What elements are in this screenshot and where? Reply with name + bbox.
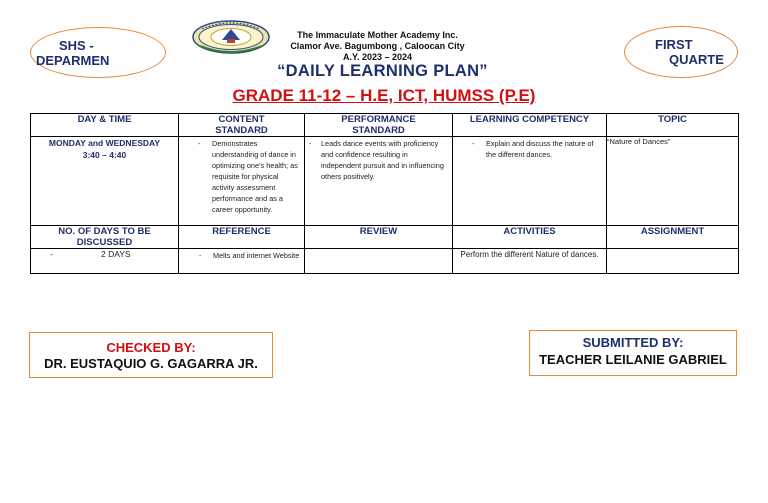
academic-year: A.Y. 2023 – 2024 [342,52,413,62]
learning-plan-table [30,113,739,274]
assignment-header: ASSIGNMENT [607,226,739,249]
review-cell [305,249,453,274]
days-header [31,226,179,249]
school-name: The Immaculate Mother Academy Inc. [297,30,458,40]
school-seal-logo [192,20,270,54]
content-standard-text: - Demonstrates understanding of dance in optimizing one’s health; as requisite for physical activity assessment performance and as a career opportunity. [179,138,300,215]
submitted-by-name: TEACHER LEILANIE GABRIEL [539,352,727,367]
activities-cell: Perform the different Nature of dances. [453,249,607,274]
learning-competency-cell [453,137,607,226]
topic-header: TOPIC [607,114,739,137]
table-row-2 [31,249,739,274]
reference-text: - Melts and internet Website [179,250,300,261]
days-header-l2: DISCUSSED [76,237,133,248]
table-header-row-2 [31,226,739,249]
days-header-l1: NO. OF DAYS TO BE [58,226,151,237]
day-time-header: DAY & TIME [31,114,179,137]
grade-subtitle: GRADE 11-12 – H.E, ICT, HUMSS (P.E) [232,86,536,105]
learning-competency-text: - Explain and discuss the nature of the different dances. [453,138,602,160]
days-text: - 2 DAYS [31,249,174,260]
performance-standard-header-l2: STANDARD [352,125,405,136]
submitted-by-label: SUBMITTED BY: [582,335,684,350]
quarter-line1: FIRST [655,37,693,52]
checked-by-box [29,332,273,378]
topic-cell: “Nature of Dances” [607,137,739,226]
content-standard-header [179,114,305,137]
quarter-line2: QUARTE [669,52,724,67]
content-standard-header-l1: CONTENT [218,114,265,125]
content-standard-header-l2: STANDARD [215,125,268,136]
school-header [270,30,485,63]
days-cell [31,249,179,274]
day-text: MONDAY and WEDNESDAY [48,138,161,148]
performance-standard-header-l1: PERFORMANCE [341,114,416,125]
learning-competency-header: LEARNING COMPETENCY [453,114,607,137]
school-address: Clamor Ave. Bagumbong , Caloocan City [290,41,465,51]
time-text: 3:40 – 4:40 [82,150,127,160]
content-standard-cell [179,137,305,226]
reference-header: REFERENCE [179,226,305,249]
performance-standard-header [305,114,453,137]
quarter-oval [624,26,738,78]
reference-cell [179,249,305,274]
checked-by-label: CHECKED BY: [106,340,196,355]
checked-by-name: DR. EUSTAQUIO G. GAGARRA JR. [44,356,258,371]
submitted-by-box [529,330,737,376]
review-header: REVIEW [305,226,453,249]
activities-header: ACTIVITIES [453,226,607,249]
document-title: “DAILY LEARNING PLAN” [277,62,488,80]
table-header-row [31,114,739,137]
performance-standard-text: - Leads dance events with proficiency and confidence resulting in independent pursuit and in influencing others positively. [305,138,448,182]
table-row [31,137,739,226]
assignment-cell [607,249,739,274]
department-oval [30,27,166,78]
performance-standard-cell [305,137,453,226]
department-line1: SHS - [59,38,94,53]
department-line2: DEPARMEN [36,53,110,68]
day-time-cell [31,137,179,226]
